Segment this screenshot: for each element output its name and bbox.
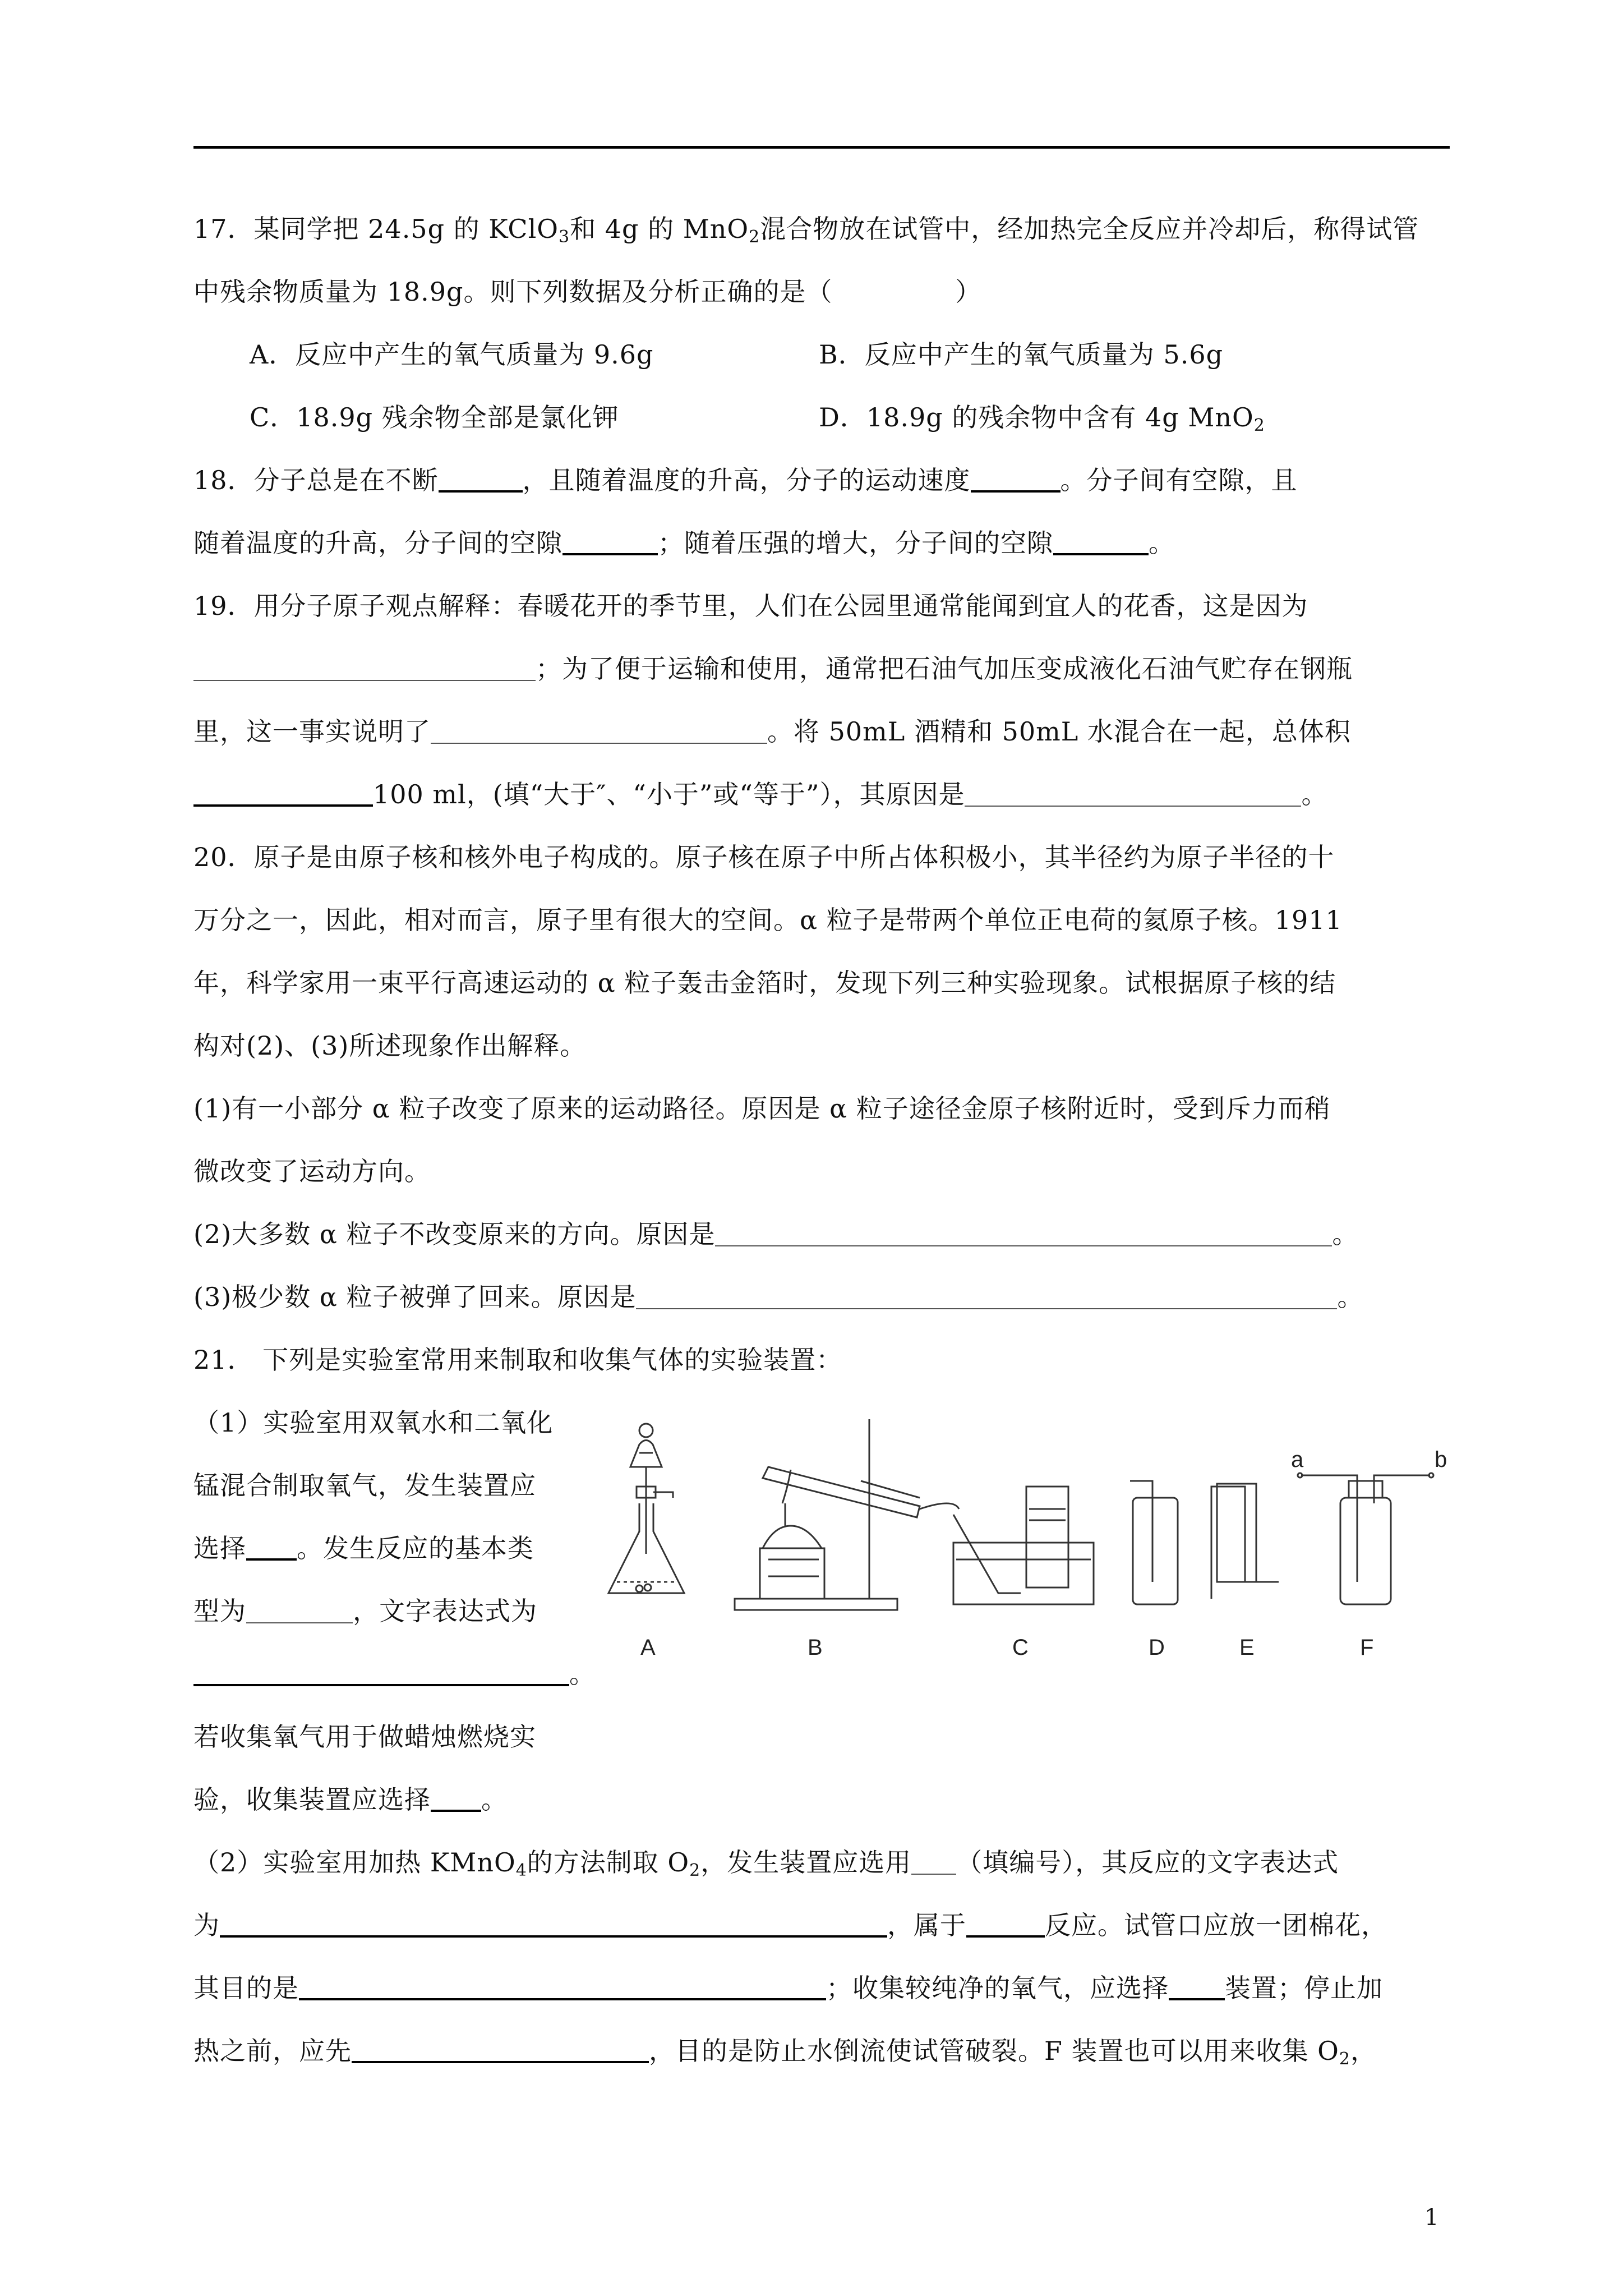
- answer-blank[interactable]: [971, 463, 1061, 493]
- q20-line4: 构对(2)、(3)所述现象作出解释。: [193, 1030, 587, 1061]
- q21-title: 21． 下列是实验室常用来制取和收集气体的实验装置：: [193, 1345, 843, 1375]
- answer-blank[interactable]: [911, 1847, 956, 1875]
- q17-line1: 17．某同学把 24.5g 的 KClO$_3$和 4g 的 MnO$_2$混合物放在试管中，经加热完全反应并冷却后，称得试管: [193, 214, 1419, 247]
- q21-p2-line1: （2）实验室用加热 KMnO$_4$的方法制取 $O_2$，发生装置应选用 （填编号），其反应的文字表达式: [193, 1847, 1339, 1880]
- header-rule: [193, 146, 1450, 149]
- figure-label-d: D: [1149, 1635, 1165, 1660]
- lab-apparatus-figure: [606, 1414, 1469, 1694]
- q20-part1-line1: (1)有一小部分 α 粒子改变了原来的运动路径。原因是 α 粒子途径金原子核附近时，受到斥力而稍: [193, 1093, 1331, 1124]
- q19-line1: 19．用分子原子观点解释：春暖花开的季节里，人们在公园里通常能闻到宜人的花香，这是因为: [193, 591, 1308, 621]
- answer-blank[interactable]: [439, 463, 523, 493]
- q20-line2: 万分之一，因此，相对而言，原子里有很大的空间。α 粒子是带两个单位正电荷的氦原子核。1911: [193, 905, 1343, 935]
- q21-p1-line2: 锰混合制取氧气，发生装置应: [193, 1470, 536, 1501]
- q17-option-b: B．反应中产生的氧气质量为 5.6g: [819, 339, 1224, 370]
- q21-p1-line4: 型为 ，文字表达式为: [193, 1596, 537, 1626]
- q20-line1: 20．原子是由原子核和核外电子构成的。原子核在原子中所占体积极小，其半径约为原子半径的十: [193, 842, 1335, 872]
- figure-label-c: C: [1012, 1635, 1029, 1660]
- q17-line2: 中残余物质量为 18.9g。则下列数据及分析正确的是（ ）: [193, 277, 982, 307]
- q21-p2-line4: 热之前，应先 ，目的是防止水倒流使试管破裂。F 装置也可以用来收集 $O_2$，: [193, 2034, 1377, 2076]
- figure-label-a: A: [640, 1635, 656, 1660]
- q20-part3: (3)极少数 α 粒子被弹了回来。原因是 。: [193, 1282, 1364, 1312]
- port-b-label: b: [1435, 1447, 1447, 1472]
- figure-label-e: E: [1239, 1635, 1255, 1660]
- q21-p1-line6: 若收集氧气用于做蜡烛燃烧实: [193, 1722, 536, 1752]
- apparatus-f-bottle: [1291, 1447, 1447, 1604]
- answer-blank[interactable]: [636, 1281, 1337, 1309]
- answer-blank[interactable]: [299, 1971, 826, 2000]
- figure-label-f: F: [1360, 1635, 1374, 1660]
- q20-line3: 年，科学家用一束平行高速运动的 α 粒子轰击金箔时，发现下列三种实验现象。试根据原子核的结: [193, 968, 1336, 998]
- answer-blank[interactable]: [246, 1595, 353, 1623]
- port-a-label: a: [1291, 1447, 1304, 1472]
- answer-blank[interactable]: [193, 777, 373, 807]
- q17-option-c: C．18.9g 残余物全部是氯化钾: [250, 402, 619, 432]
- q19-line3: 里，这一事实说明了 。将 50mL 酒精和 50mL 水混合在一起，总体积: [193, 716, 1351, 747]
- apparatus-a-flask: [608, 1424, 684, 1593]
- q18-line2: 随着温度的升高，分子间的空隙 ；随着压强的增大，分子间的空隙 。: [193, 526, 1175, 560]
- q20-part2: (2)大多数 α 粒子不改变原来的方向。原因是 。: [193, 1219, 1359, 1249]
- q19-line4: 100 ml，(填“大于″、“小于”或“等于”），其原因是 。: [193, 777, 1327, 811]
- answer-blank[interactable]: [1169, 1971, 1225, 2000]
- page-number: 1: [1424, 2205, 1439, 2230]
- q21-p1-line1: （1）实验室用双氧水和二氧化: [193, 1407, 554, 1438]
- figure-label-b: B: [808, 1635, 823, 1660]
- apparatus-c-water-trough: [953, 1487, 1094, 1604]
- answer-blank[interactable]: [562, 526, 658, 555]
- answer-blank[interactable]: [193, 1657, 569, 1686]
- answer-blank[interactable]: [1053, 526, 1149, 555]
- answer-blank[interactable]: [431, 716, 767, 744]
- answer-blank[interactable]: [965, 779, 1301, 807]
- q21-p2-line3: 其目的是 ；收集较纯净的氧气，应选择 装置；停止加: [193, 1971, 1383, 2005]
- answer-blank[interactable]: [193, 653, 536, 681]
- q21-p1-line3: 选择 。发生反应的基本类: [193, 1531, 534, 1565]
- q21-p1-line5: 。: [193, 1657, 596, 1691]
- apparatus-e-bottle: [1211, 1484, 1279, 1599]
- q21-p1-line7: 验，收集装置应选择 。: [193, 1783, 508, 1816]
- answer-blank[interactable]: [220, 1908, 887, 1938]
- answer-blank[interactable]: [431, 1783, 481, 1812]
- q20-part1-line2: 微改变了运动方向。: [193, 1156, 431, 1186]
- apparatus-b-heating: [735, 1419, 959, 1610]
- answer-blank[interactable]: [352, 2034, 649, 2063]
- apparatus-d-bottle: [1130, 1481, 1178, 1604]
- q17-option-a: A．反应中产生的氧气质量为 9.6g: [250, 339, 654, 370]
- answer-blank[interactable]: [246, 1531, 297, 1561]
- q19-line2: ；为了便于运输和使用，通常把石油气加压变成液化石油气贮存在钢瓶: [193, 652, 1353, 685]
- answer-blank[interactable]: [715, 1218, 1332, 1246]
- answer-blank[interactable]: [966, 1908, 1045, 1938]
- q17-option-d: D．18.9g 的残余物中含有 4g MnO$_2$: [819, 402, 1265, 435]
- q18-line1: 18．分子总是在不断 ，且随着温度的升高，分子的运动速度 。分子间有空隙，且: [193, 463, 1298, 497]
- q21-p2-line2: 为 ，属于 反应。试管口应放一团棉花，: [193, 1908, 1387, 1942]
